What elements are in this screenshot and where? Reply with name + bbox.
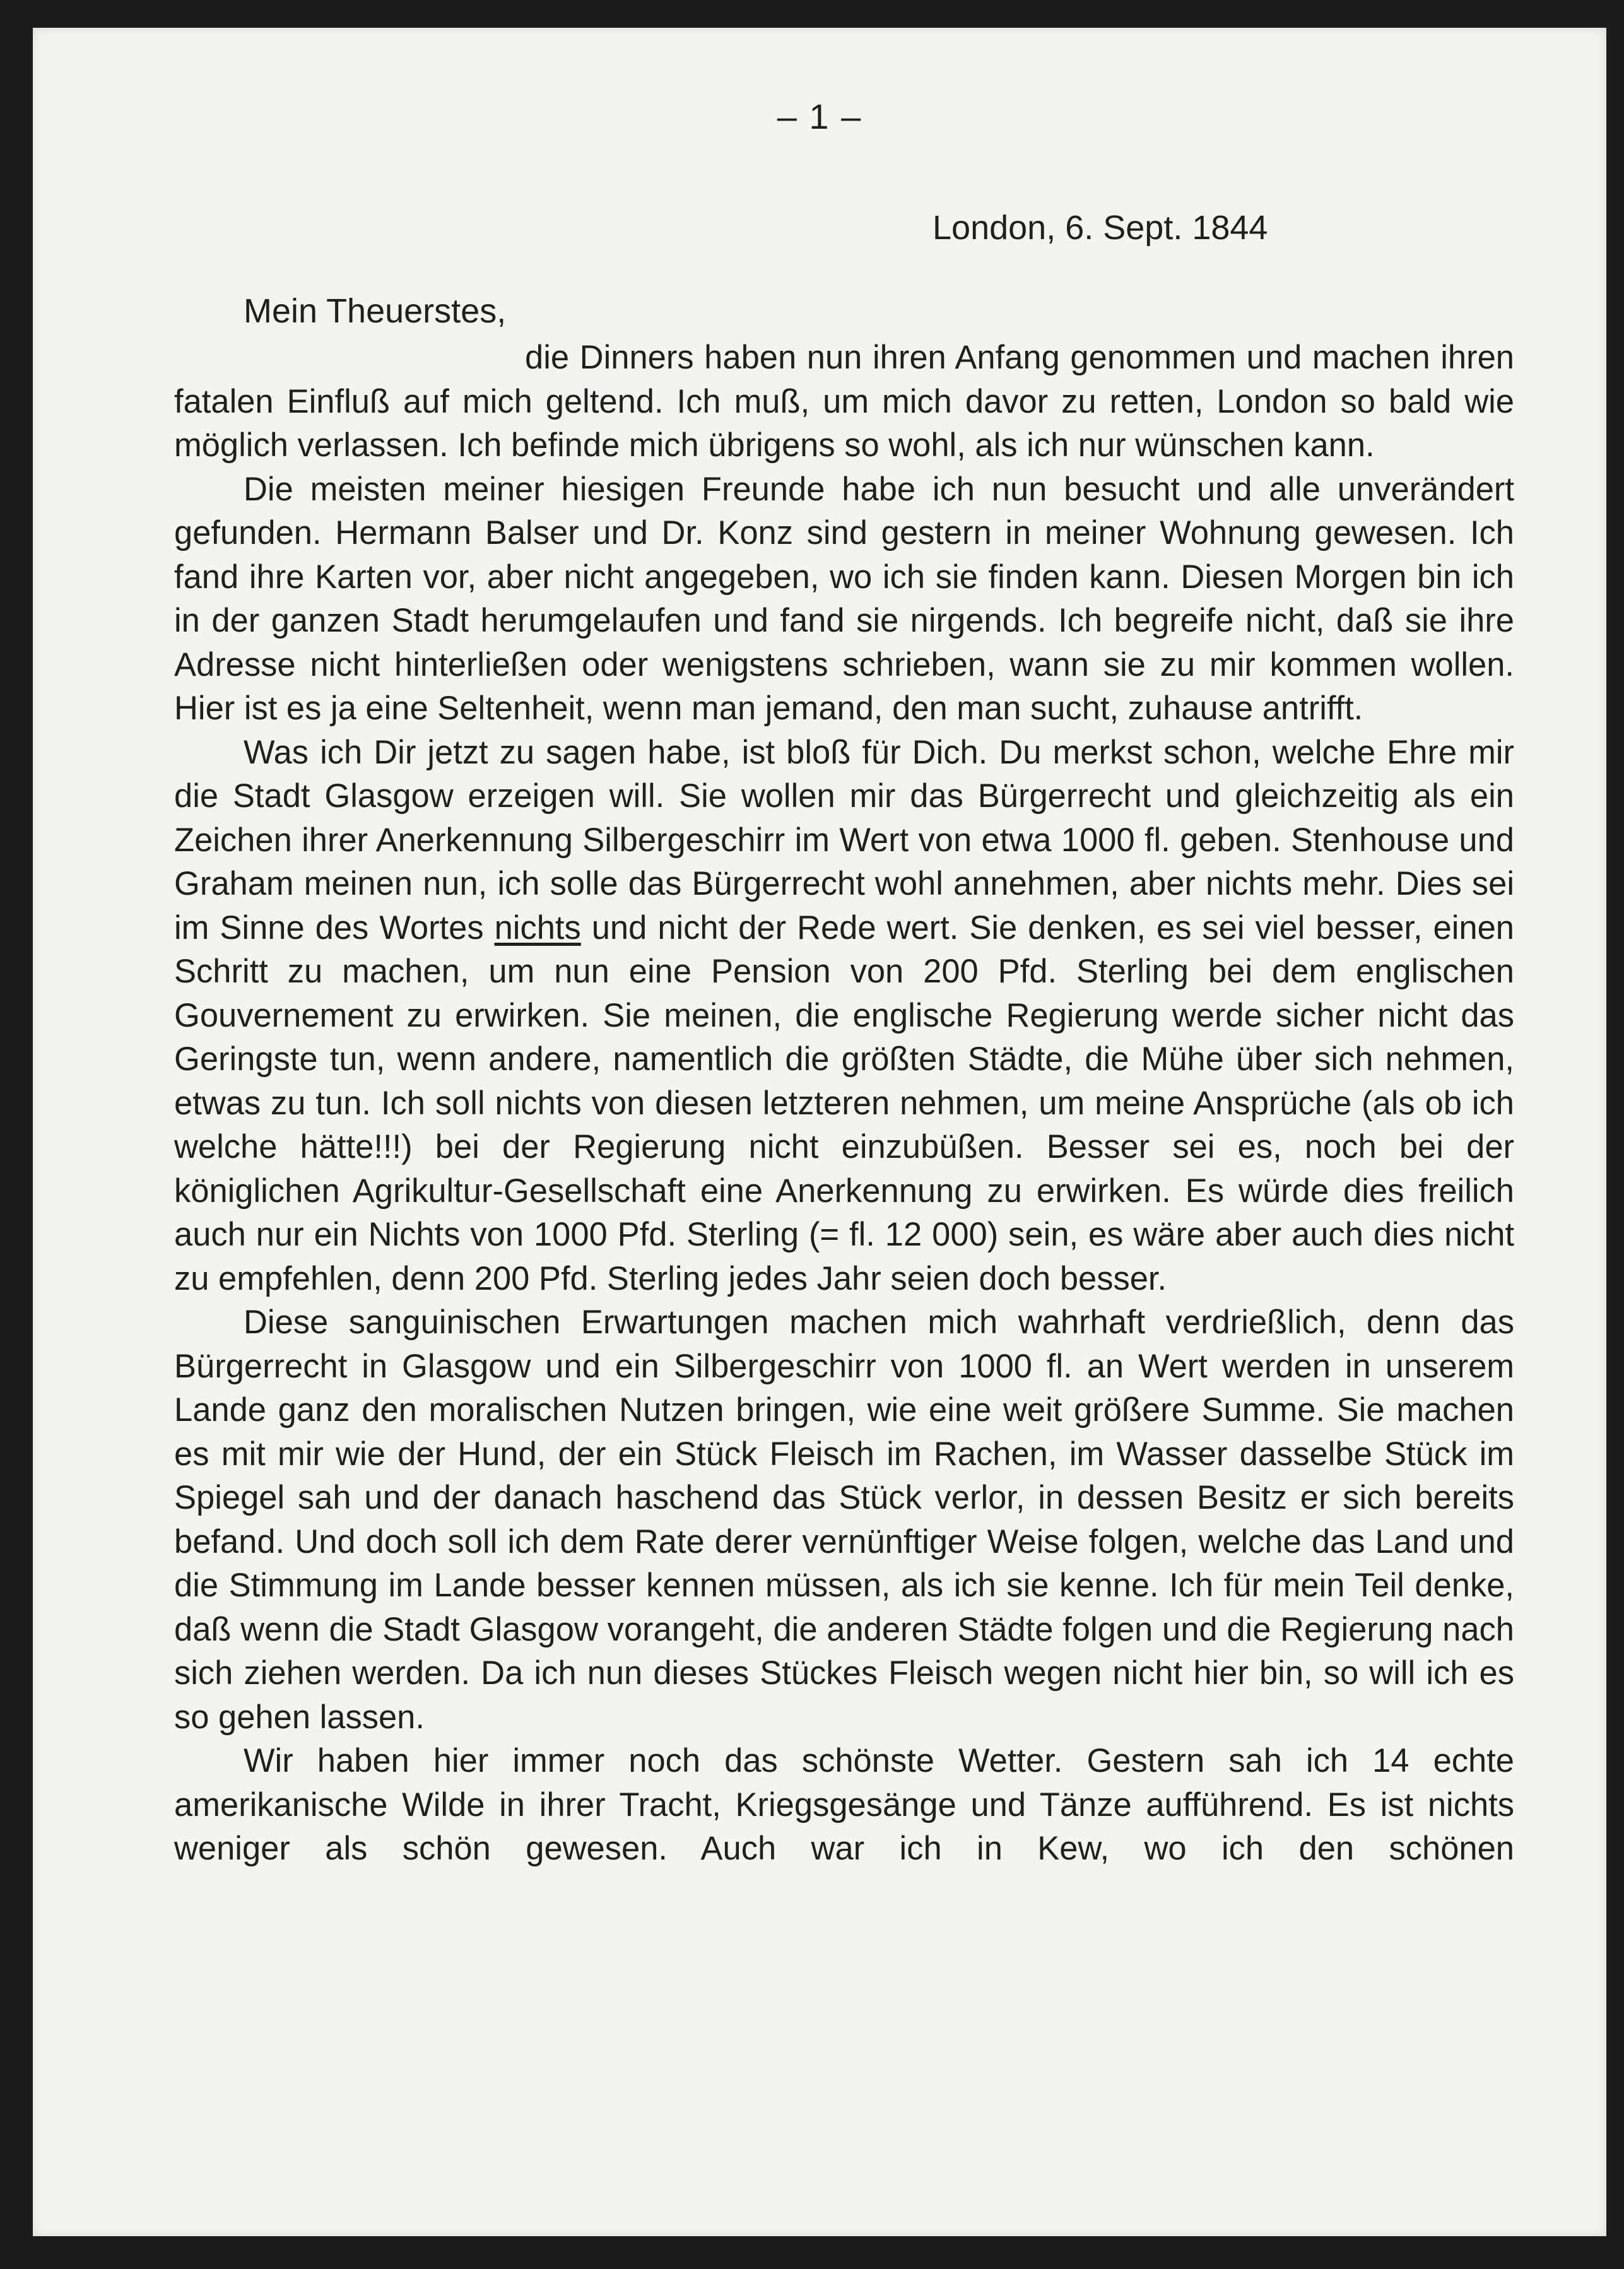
paragraph-4: Diese sanguinischen Erwartungen machen mich wahrhaft verdrießlich, denn das Bürgerrecht in Glasgow und ein Silbergeschirr von 1000 fl. an Wert werden in unserem Lande ganz den moralischen Nutzen bringen, wie eine weit größere Summe. Sie machen es mit mir wie der Hund, der ein Stück Fleisch im Rachen, im Wasser dasselbe Stück im Spiegel sah und der danach haschend das Stück verlor, in dessen Besitz er sich bereits befand. Und doch soll ich dem Rate derer vernünftiger Weise folgen, welche das Land und die Stimmung im Lande besser kennen müssen, als ich sie kenne. Ich für mein Teil denke, daß wenn die Stadt Glasgow vorangeht, die anderen Städte folgen und die Regierung nach sich ziehen werden. Da ich nun dieses Stückes Fleisch wegen nicht hier bin, so will ich es so gehen lassen.: [174, 1304, 1514, 1736]
page-number: – 1 –: [777, 97, 862, 136]
paragraph-1: die Dinners haben nun ihren Anfang genommen und machen ihren fatalen Einfluß auf mich geltend. Ich muß, um mich davor zu retten, London so bald wie möglich verlassen. Ich befinde mich übrigens so wohl, als ich nur wünschen kann.: [174, 339, 1514, 464]
letter-page: [33, 28, 1606, 2236]
letter-salutation: Mein Theuerstes,: [244, 292, 507, 330]
underlined-word-nichts: nichts: [494, 909, 581, 946]
letter-dateline: London, 6. Sept. 1844: [933, 209, 1268, 247]
paragraph-2: Die meisten meiner hiesigen Freunde habe ich nun besucht und alle unverändert gefunden. Hermann Balser und Dr. Konz sind gestern in meiner Wohnung gewesen. Ich fand ihre Karten vor, aber nicht angegeben, wo ich sie finden kann. Diesen Morgen bin ich in der ganzen Stadt herumgelaufen und fand sie nirgends. Ich begreife nicht, daß sie ihre Adresse nicht hinterließen oder wenigstens schrieben, wann sie zu mir kommen wollen. Hier ist es ja eine Seltenheit, wenn man jemand, den man sucht, zuhause antrifft.: [174, 470, 1514, 727]
paragraph-5: Wir haben hier immer noch das schönste Wetter. Gestern sah ich 14 echte amerikanische Wilde in ihrer Tracht, Kriegsgesänge und Tänze aufführend. Es ist nichts weniger als schön gewesen. Auch war ich in Kew, wo ich den schönen: [174, 1742, 1514, 1867]
paragraph-3-part-2: und nicht der Rede wert. Sie denken, es sei viel besser, einen Schritt zu machen, um nun eine Pension von 200 Pfd. Sterling bei dem englischen Gouvernement zu erwirken. Sie meinen, die englische Regierung werde sicher nicht das Geringste tun, wenn andere, namentlich die größten Städte, die Mühe über sich nehmen, etwas zu tun. Ich soll nichts von diesen letzteren nehmen, um meine Ansprüche (als ob ich welche hätte!!!) bei der Regierung nicht einzubüßen. Besser sei es, noch bei der königlichen Agrikultur-Gesellschaft eine Anerkennung zu erwirken. Es würde dies freilich auch nur ein Nichts von 1000 Pfd. Sterling (= fl. 12 000) sein, es wäre aber auch dies nicht zu empfehlen, denn 200 Pfd. Sterling jedes Jahr seien doch besser.: [174, 909, 1514, 1297]
paragraph-3-part-1: Was ich Dir jetzt zu sagen habe, ist bloß für Dich. Du merkst schon, welche Ehre mir die Stadt Glasgow erzeigen will. Sie wollen mir das Bürgerrecht und gleichzeitig als ein Zeichen ihrer Anerkennung Silbergeschirr im Wert von etwa 1000 fl. geben. Stenhouse und Graham meinen nun, ich solle das Bürgerrecht wohl annehmen, aber nichts mehr. Dies sei im Sinne des Wortes: [174, 733, 1514, 946]
paragraph-3: [174, 731, 1514, 1301]
letter-body: [174, 336, 1514, 1871]
